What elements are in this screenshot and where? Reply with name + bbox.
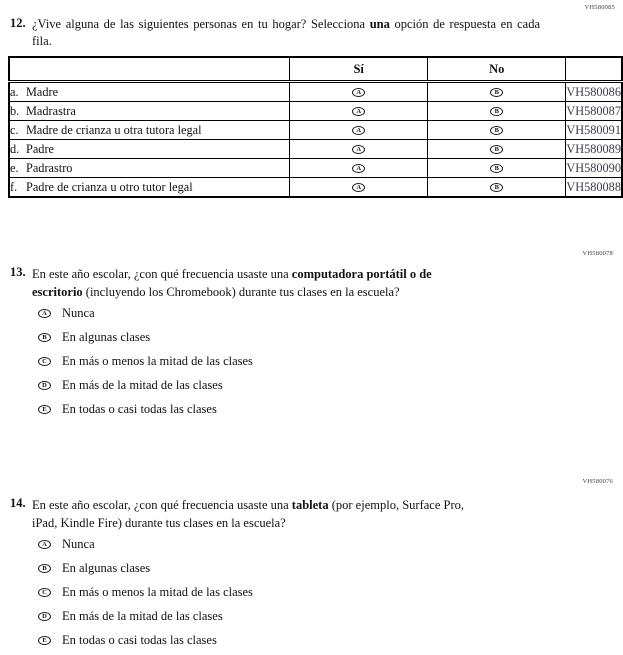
question-13-code: VH580078 [582,250,613,257]
question-12-text-before: ¿Vive alguna de las siguientes personas en tu hogar? Selecciona [32,17,370,31]
question-14-options [38,532,253,652]
option-label: En más de la mitad de las clases [62,377,223,392]
table-row [9,82,622,102]
table-row [9,178,622,198]
option-label: Nunca [62,305,95,320]
bubble-no[interactable]: B [490,164,503,173]
row-letter: c. [10,122,19,137]
question-12-code: VH580085 [584,4,615,11]
row-letter: f. [10,179,18,194]
row-code: VH580089 [566,140,622,159]
question-14-code: VH580076 [582,478,613,485]
question-12-table [8,56,623,198]
question-12-text-bold: una [369,17,390,31]
bubble-yes[interactable]: A [352,183,365,192]
row-label: Madre [26,84,59,99]
header-empty-cell [9,57,290,82]
option-row[interactable] [38,301,253,325]
question-14-seg2: (por ejemplo, Surface Pro, iPad, Kindle Fire) durante tus clases en la escuela? [32,498,464,530]
option-bubble[interactable]: C [38,588,51,597]
option-row[interactable] [38,325,253,349]
question-13-options [38,301,253,421]
table-header-row [9,57,622,82]
row-letter: d. [10,141,20,156]
row-code: VH580087 [566,102,622,121]
header-code-cell [566,57,622,82]
row-code: VH580088 [566,178,622,198]
question-12-text [32,16,540,50]
question-13-seg0: En este año escolar, ¿con qué frecuencia usaste una [32,267,292,281]
option-bubble[interactable]: C [38,357,51,366]
row-label: Padre [26,141,54,156]
question-13-seg2: (incluyendo los Chromebook) durante tus clases en la escuela? [82,285,400,299]
bubble-no[interactable]: B [490,145,503,154]
bubble-no[interactable]: B [490,107,503,116]
row-letter: b. [10,103,20,118]
row-label: Padre de crianza u otro tutor legal [26,179,193,194]
header-yes: Sí [290,57,428,82]
question-13-number: 13. [10,265,26,279]
option-label: En todas o casi todas las clases [62,401,217,416]
row-label: Madrastra [26,103,76,118]
option-label: En todas o casi todas las clases [62,632,217,647]
option-bubble[interactable]: E [38,636,51,645]
row-label: Madre de crianza u otra tutora legal [26,122,202,137]
option-row[interactable] [38,349,253,373]
question-14-seg1: tableta [291,498,329,512]
question-12-text-after: opción de respuesta en cada fila. [32,17,540,48]
option-bubble[interactable]: D [38,381,51,390]
bubble-yes[interactable]: A [352,107,365,116]
bubble-no[interactable]: B [490,126,503,135]
option-label: En algunas clases [62,329,151,344]
question-14-text [32,496,484,532]
bubble-yes[interactable]: A [352,126,365,135]
option-bubble[interactable]: A [38,309,51,318]
table-row [9,159,622,178]
question-13-seg1: computadora portátil o de escritorio [32,267,432,299]
option-bubble[interactable]: B [38,333,51,342]
option-row[interactable] [38,556,253,580]
bubble-yes[interactable]: A [352,88,365,97]
option-bubble[interactable]: B [38,564,51,573]
question-14-seg0: En este año escolar, ¿con qué frecuencia usaste una [32,498,292,512]
row-code: VH580091 [566,121,622,140]
option-bubble[interactable]: E [38,405,51,414]
option-row[interactable] [38,373,253,397]
table-row [9,102,622,121]
bubble-yes[interactable]: A [352,145,365,154]
table-row [9,121,622,140]
option-bubble[interactable]: D [38,612,51,621]
row-code: VH580086 [566,82,622,102]
option-label: En más o menos la mitad de las clases [62,353,253,368]
bubble-no[interactable]: B [490,88,503,97]
option-row[interactable] [38,604,253,628]
question-12-number: 12. [10,16,26,30]
option-bubble[interactable]: A [38,540,51,549]
option-row[interactable] [38,628,253,652]
question-13-text [32,265,480,301]
option-label: En más o menos la mitad de las clases [62,584,253,599]
row-letter: a. [10,84,19,99]
question-14-number: 14. [10,496,26,510]
option-row[interactable] [38,580,253,604]
table-row [9,140,622,159]
option-label: En algunas clases [62,560,151,575]
option-row[interactable] [38,532,253,556]
bubble-yes[interactable]: A [352,164,365,173]
row-letter: e. [10,160,19,175]
header-no: No [428,57,566,82]
option-label: En más de la mitad de las clases [62,608,223,623]
option-label: Nunca [62,536,95,551]
option-row[interactable] [38,397,253,421]
row-code: VH580090 [566,159,622,178]
row-label: Padrastro [26,160,73,175]
bubble-no[interactable]: B [490,183,503,192]
